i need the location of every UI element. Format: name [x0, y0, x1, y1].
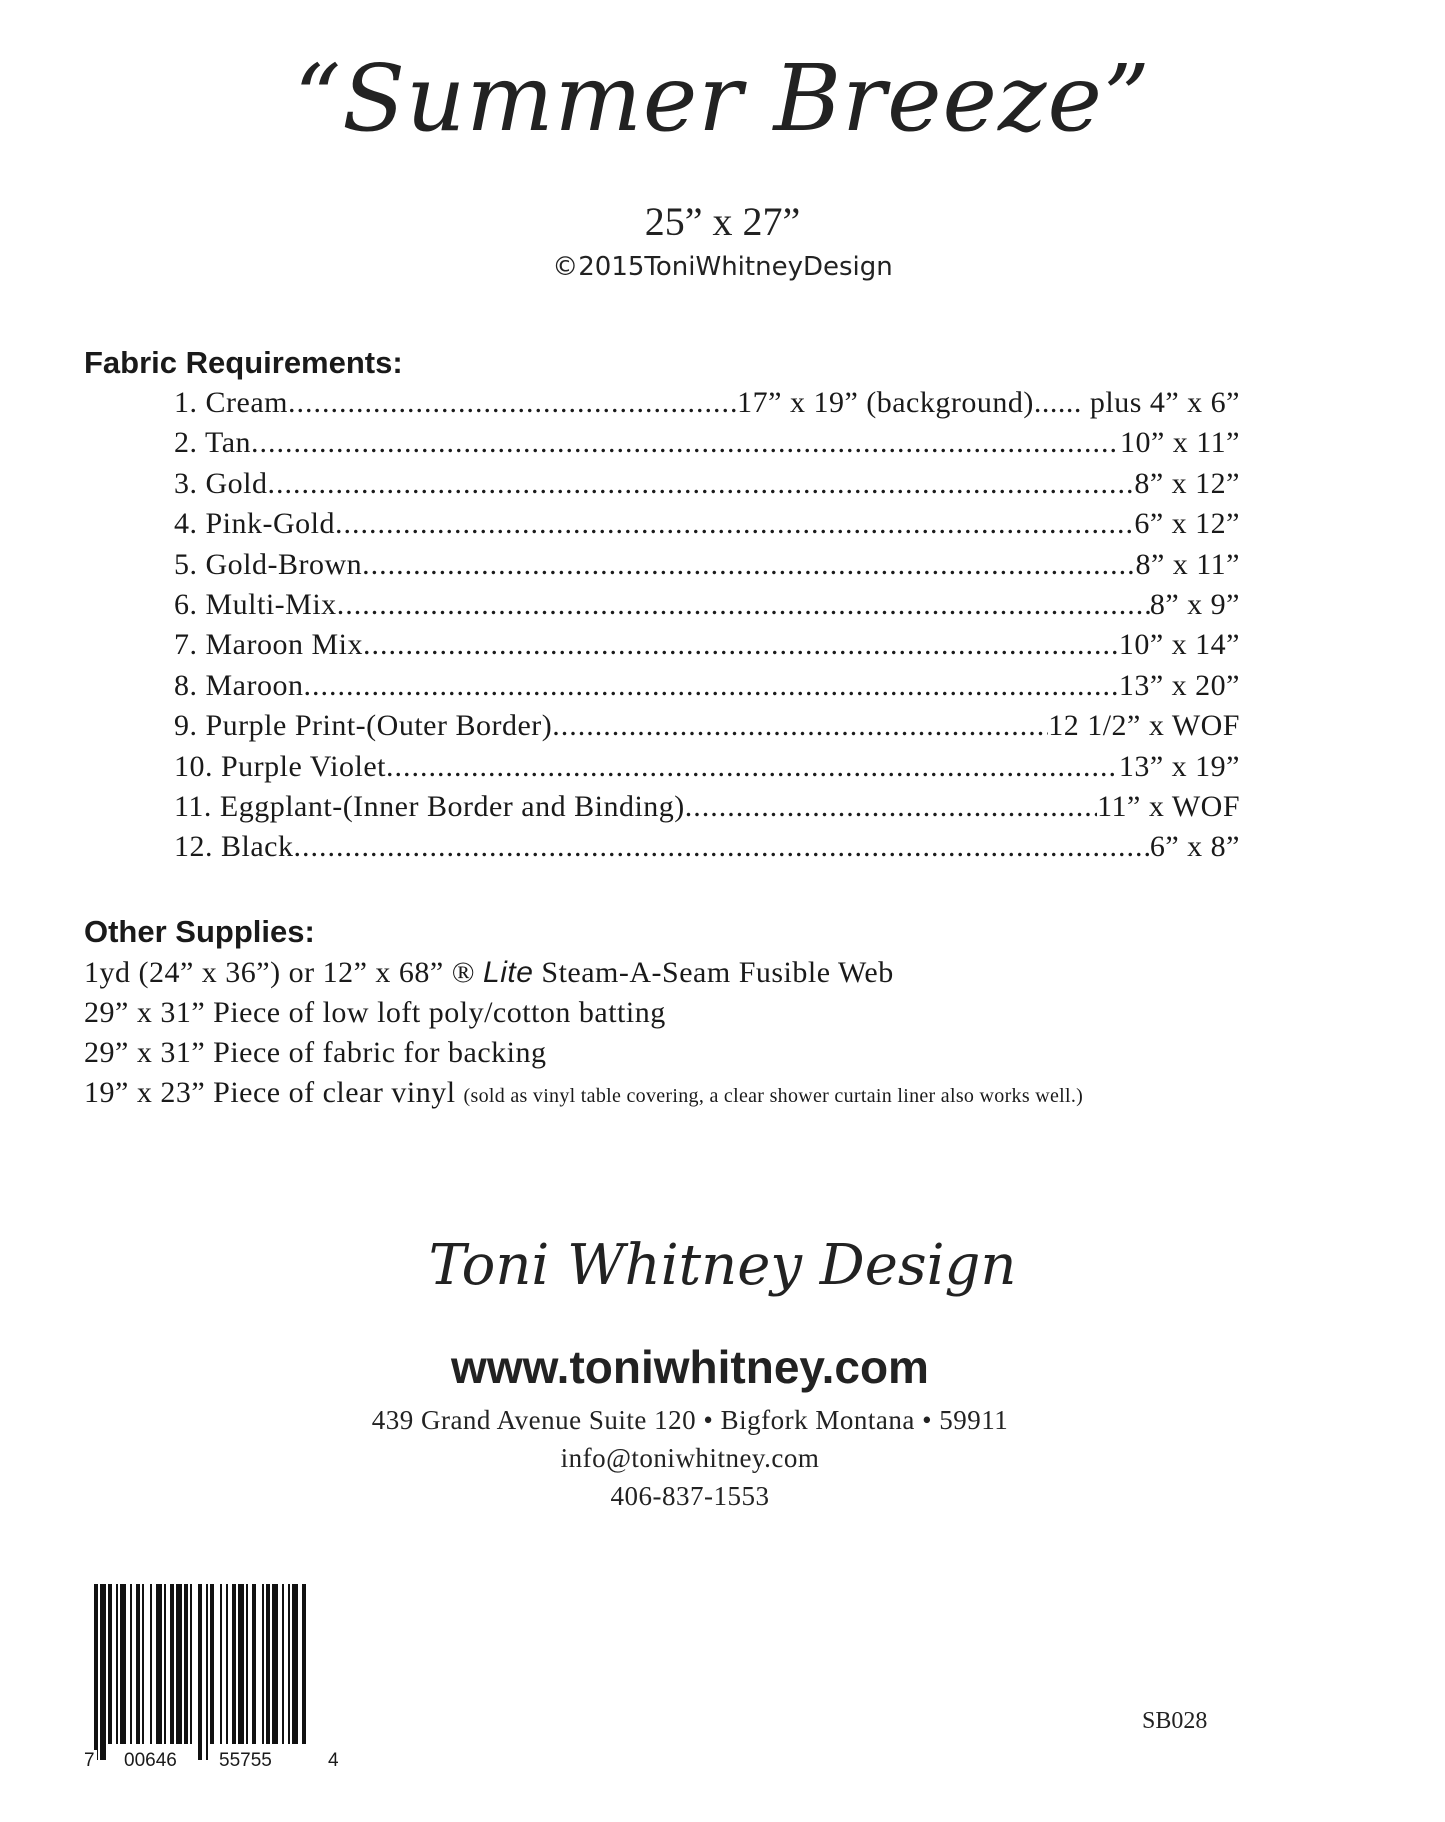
barcode-bars	[82, 1582, 348, 1760]
barcode-bar	[288, 1584, 290, 1744]
barcode-bar	[220, 1584, 222, 1744]
barcode-bar	[130, 1584, 132, 1744]
fabric-amount: 8” x 11”	[1135, 547, 1240, 581]
fabric-name: 1. Cream	[174, 386, 288, 419]
fabric-amount: 6” x 12”	[1134, 507, 1240, 541]
dot-leader	[288, 386, 737, 420]
barcode-bar	[150, 1584, 152, 1744]
fabric-item	[174, 830, 1240, 870]
dot-leader	[335, 507, 1134, 541]
supply-fusible-lite: Lite	[483, 956, 534, 989]
barcode-bar	[246, 1584, 248, 1744]
barcode-bar	[266, 1584, 270, 1744]
barcode-digits-right: 55755	[219, 1750, 272, 1771]
phone-number: 406-837-1553	[610, 1481, 770, 1511]
fabric-name: 6. Multi-Mix	[174, 587, 337, 621]
supply-vinyl-text: 19” x 23” Piece of clear vinyl	[84, 1076, 456, 1109]
barcode-bar	[100, 1584, 106, 1760]
fabric-name: 9. Purple Print-(Outer Border)	[174, 709, 553, 743]
barcode-bar	[272, 1584, 278, 1744]
fabric-requirements-list	[174, 386, 1240, 871]
fabric-name: 11. Eggplant-(Inner Border and Binding)	[174, 789, 685, 823]
barcode-bar	[226, 1584, 228, 1744]
supply-backing: 29” x 31” Piece of fabric for backing	[84, 1036, 547, 1069]
barcode-bar	[292, 1584, 298, 1744]
dot-leader	[386, 750, 1119, 784]
dot-leader	[293, 830, 1149, 864]
dot-leader	[268, 467, 1135, 501]
barcode-bar	[164, 1584, 166, 1744]
website-link[interactable]: www.toniwhitney.com	[451, 1341, 929, 1393]
barcode-bar	[262, 1584, 264, 1744]
barcode-bar	[142, 1584, 144, 1744]
barcode-bar	[184, 1584, 188, 1744]
fabric-item	[174, 669, 1240, 709]
fabric-item	[174, 467, 1240, 507]
dot-leader	[552, 709, 1048, 743]
barcode-bar	[206, 1584, 208, 1760]
fabric-name: 3. Gold	[174, 466, 268, 500]
supply-fusible-web	[84, 956, 1083, 996]
dot-leader	[337, 588, 1150, 622]
dot-leader	[685, 790, 1097, 824]
barcode-digit-last: 4	[328, 1750, 339, 1771]
fabric-name: 10. Purple Violet	[174, 749, 386, 783]
finished-size: 25” x 27”	[644, 199, 801, 244]
fabric-item	[174, 507, 1240, 547]
fabric-amount: 11” x WOF	[1097, 789, 1240, 823]
barcode-bar	[176, 1584, 182, 1744]
fabric-item	[174, 548, 1240, 588]
fabric-name: 2. Tan	[174, 426, 252, 460]
barcode-bar	[156, 1584, 162, 1744]
supply-batting: 29” x 31” Piece of low loft poly/cotton batting	[84, 996, 666, 1029]
fabric-amount: 12 1/2” x WOF	[1048, 709, 1240, 743]
fabric-requirements-heading: Fabric Requirements:	[84, 345, 403, 380]
barcode-bar	[238, 1584, 244, 1744]
supply-vinyl-note: (sold as vinyl table covering, a clear shower curtain liner also works well.)	[463, 1085, 1084, 1107]
dot-leader	[303, 669, 1118, 703]
fabric-amount: 13” x 20”	[1118, 668, 1240, 702]
fabric-amount: 8” x 12”	[1134, 466, 1240, 500]
fabric-name: 4. Pink-Gold	[174, 507, 336, 541]
fabric-item	[174, 426, 1240, 466]
barcode-bar	[282, 1584, 284, 1744]
fabric-item	[174, 709, 1240, 749]
supply-fusible-size: 1yd (24” x 36”) or 12” x 68” ®	[84, 956, 476, 989]
fabric-item	[174, 386, 1240, 426]
dot-leader	[251, 426, 1120, 460]
barcode-bar	[252, 1584, 256, 1744]
barcode-bar	[210, 1584, 214, 1744]
barcode-bar	[94, 1584, 98, 1760]
barcode-bar	[198, 1584, 202, 1760]
fabric-item	[174, 790, 1240, 830]
fabric-name: 7. Maroon Mix	[174, 628, 363, 662]
supply-fusible-product: Steam-A-Seam Fusible Web	[541, 956, 894, 989]
fabric-amount: 17” x 19” (background)...... plus 4” x 6”	[737, 386, 1240, 419]
barcode-bar	[170, 1584, 174, 1744]
barcode	[82, 1582, 348, 1774]
brand-name: Toni Whitney Design	[428, 1233, 1017, 1298]
barcode-bar	[232, 1584, 236, 1744]
fabric-name: 12. Black	[174, 830, 294, 864]
barcode-bar	[116, 1584, 118, 1744]
fabric-amount: 8” x 9”	[1149, 587, 1240, 621]
barcode-bar	[136, 1584, 140, 1744]
email-link[interactable]: info@toniwhitney.com	[560, 1443, 820, 1473]
pattern-title: “Summer Breeze”	[294, 45, 1151, 152]
other-supplies-list	[84, 956, 1083, 1116]
barcode-bar	[108, 1584, 112, 1744]
barcode-bar	[190, 1584, 192, 1744]
barcode-digit-first: 7	[84, 1750, 95, 1771]
fabric-name: 8. Maroon	[174, 668, 304, 702]
barcode-bar	[120, 1584, 126, 1744]
dot-leader	[362, 548, 1135, 582]
barcode-bar	[302, 1584, 306, 1744]
fabric-name: 5. Gold-Brown	[174, 547, 363, 581]
fabric-amount: 6” x 8”	[1149, 830, 1240, 864]
fabric-item	[174, 588, 1240, 628]
fabric-amount: 10” x 11”	[1119, 426, 1240, 460]
fabric-item	[174, 628, 1240, 668]
fabric-item	[174, 750, 1240, 790]
copyright-notice: ©2015ToniWhitneyDesign	[552, 252, 893, 282]
dot-leader	[363, 628, 1119, 662]
other-supplies-heading: Other Supplies:	[84, 914, 315, 949]
pattern-code: SB028	[1142, 1708, 1208, 1734]
mailing-address: 439 Grand Avenue Suite 120 • Bigfork Montana • 59911	[371, 1405, 1009, 1435]
fabric-amount: 10” x 14”	[1118, 628, 1240, 662]
fabric-amount: 13” x 19”	[1118, 749, 1240, 783]
barcode-digits-left: 00646	[124, 1750, 177, 1771]
supply-vinyl	[84, 1076, 1083, 1116]
